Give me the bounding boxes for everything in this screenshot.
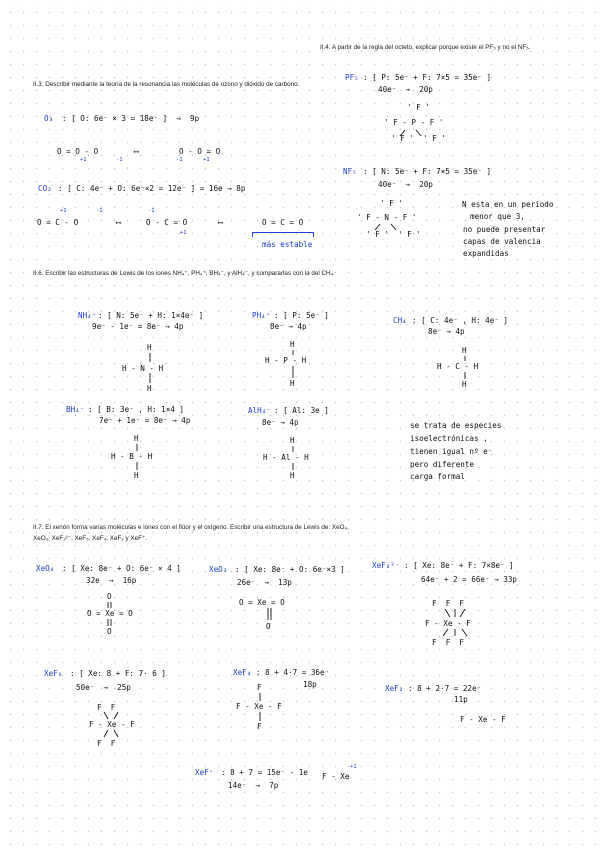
co2-label: CO₂	[38, 184, 52, 193]
xeo4-structure-bottom: O	[107, 627, 112, 636]
xef4-formula: : 8 + 4·7 = 36e⁻	[256, 668, 330, 677]
xef4-structure-top: F	[257, 683, 262, 692]
xef8-count: 64e⁻ + 2 = 66e⁻ → 33p	[421, 575, 518, 584]
nf5-formula: : [ N: 5e⁻ + F: 7×5 = 35e⁻ ]	[363, 167, 492, 176]
xeo3-structure-bottom: O	[266, 622, 271, 631]
resonance-arrow-1: ⟷	[134, 147, 139, 156]
alh4-label: AlH₄⁻	[248, 406, 271, 415]
question-ii7-prompt: II.7. El xenón forma varias moléculas e iones con el flúor y el oxígeno. Escribir una estructura de Lewis de: XeO₄, XeO₃, XeF₂²⁻, XeF₆, XeF₄, XeF₂ y XeF⁺.	[33, 524, 349, 542]
pf5-structure-top: ' F '	[407, 103, 430, 112]
xef8-spoke-1	[445, 609, 450, 617]
xef6-spoke-1	[104, 712, 108, 719]
bh4-row: H - B - H	[111, 452, 153, 461]
ph4-label: PH₄⁺	[252, 311, 271, 320]
ph4-formula: : [ P: 5e⁻ ]	[274, 311, 329, 320]
co2-fc-4: +1	[180, 230, 187, 236]
nf5-structure-bottom: ' F ' ' F '	[366, 230, 421, 239]
ch4-count: 8e⁻ → 4p	[428, 327, 465, 336]
nf5-bond-1	[375, 224, 380, 230]
xeo4-formula: : [ Xe: 8e⁻ + O: 6e⁻ × 4 ]	[62, 564, 181, 573]
xef6-spoke-4	[114, 730, 118, 737]
ph4-h-top: H	[290, 340, 295, 349]
xef2-structure: F - Xe - F	[460, 715, 506, 724]
nf5-note-line-3: no puede presentar	[463, 225, 546, 234]
nf5-note-line-2: menor que 3,	[470, 212, 525, 221]
xeo3-label: XeO₃	[209, 565, 228, 574]
nf5-structure-mid: ' F - N - F '	[357, 213, 417, 222]
co2-fc-2: -1	[96, 208, 103, 214]
nf5-structure-top: ' F '	[380, 199, 403, 208]
nf5-count: 40e⁻ → 20p	[378, 180, 433, 189]
nh4-row: H - N - H	[122, 364, 164, 373]
nf5-note-line-1: N esta en un periodo	[462, 200, 554, 209]
nf5-note-line-5: expandidas	[463, 249, 509, 258]
xef6-label: XeF₆	[44, 669, 63, 678]
nh4-count: 9e⁻ - 1e⁻ = 8e⁻ → 4p	[92, 322, 184, 331]
alh4-formula: : [ Al: 3e ]	[274, 406, 329, 415]
bh4-label: BH₄⁻	[66, 405, 85, 414]
xeo4-structure-mid: O = Xe = O	[87, 609, 133, 618]
ch4-formula: : [ C: 4e⁻ , H: 4e⁻ ]	[412, 316, 509, 325]
xef8-spoke-4	[443, 629, 448, 636]
xef6-spoke-3	[104, 730, 108, 737]
ch4-h-top: H	[462, 346, 467, 355]
ph4-count: 8e⁻ → 4p	[270, 322, 307, 331]
question-ii4-prompt: II.4. A partir de la regla del octeto, explicar porque existe el PF₅ y no el NF₅.	[320, 44, 531, 51]
xefp-fc: +1	[350, 764, 357, 770]
isoelectronic-note-1: se trata de especies	[410, 421, 502, 430]
pf5-bond-2	[416, 130, 421, 136]
xef8-structure-bottom: F F F	[432, 638, 465, 647]
xef2-label: XeF₂	[385, 684, 404, 693]
nf5-label: NF₅	[343, 167, 357, 176]
co2-resonance-3: O = C = O	[262, 218, 304, 227]
o3-label: O₃	[44, 114, 54, 123]
xef4-count: 18p	[303, 680, 317, 689]
co2-fc-3: -1	[148, 208, 155, 214]
bh4-count: 7e⁻ + 1e⁻ = 8e⁻ → 4p	[99, 416, 191, 425]
bh4-formula: : [ B: 3e⁻ , H: 1×4 ]	[88, 405, 185, 414]
xeo3-structure-mid: O = Xe = O	[239, 598, 285, 607]
pf5-structure-bottom: ' F ' ' F '	[391, 134, 446, 143]
xef6-structure-top: F F	[97, 703, 116, 712]
ph4-h-bottom: H	[290, 379, 295, 388]
xef6-structure-mid: F - Xe - F	[89, 720, 135, 729]
co2-resonance-2: O - C = O	[146, 218, 188, 227]
mas-estable-label: más estable	[262, 240, 313, 249]
pf5-label: PF₅	[345, 73, 359, 82]
o3-formula: : [ O: 6e⁻ × 3 = 18e⁻ ] → 9p	[62, 114, 200, 123]
ch4-row: H - C - H	[437, 362, 479, 371]
question-ii6-prompt: II.6. Escribir las estructuras de Lewis de los iones NH₄⁺, PH₄⁺, BH₄⁻, y AlH₄⁻, y compararlas con la del CH₄.	[33, 270, 335, 277]
co2-fc-1: +1	[60, 208, 67, 214]
xefp-label: XeF⁺	[195, 768, 214, 777]
xef4-structure-bottom: F	[257, 722, 262, 731]
xef6-formula: : [ Xe: 8 + F: 7· 6 ]	[70, 669, 167, 678]
xef6-structure-bottom: F F	[97, 739, 116, 748]
xef8-label: XeF₈²⁻	[372, 561, 400, 570]
isoelectronic-note-4: pero diferente	[410, 460, 475, 469]
question-ii3-prompt: II.3. Describir mediante la teoría de la resonancia las moléculas de ozono y dióxido de carbono.	[33, 81, 300, 88]
pf5-count: 40e⁻ → 20p	[378, 85, 433, 94]
xef2-formula: : 8 + 2·7 = 22e⁻	[408, 684, 482, 693]
pf5-structure-mid: ' F - P - F '	[384, 118, 444, 127]
xeo4-count: 32e → 16p	[86, 576, 137, 585]
alh4-count: 8e⁻ → 4p	[262, 418, 299, 427]
xef8-spoke-3	[460, 609, 465, 617]
nf5-bond-2	[391, 224, 396, 230]
co2-formula: : [ C: 4e⁻ + O: 6e⁻×2 = 12e⁻ ] = 16e → 8p	[58, 184, 246, 193]
nh4-h-bottom: H	[147, 384, 152, 393]
xefp-structure: F - Xe	[322, 772, 350, 781]
o3-fc-3: -1	[176, 157, 183, 163]
isoelectronic-note-5: carga formal	[410, 472, 465, 481]
o3-fc-1: +1	[80, 157, 87, 163]
xef8-spoke-6	[462, 629, 467, 636]
pf5-formula: : [ P: 5e⁻ + F: 7×5 = 35e⁻ ]	[363, 73, 492, 82]
xef6-count: 50e⁻ → 25p	[76, 683, 131, 692]
nh4-formula: : [ N: 5e⁻ + H: 1×4e⁻ ]	[98, 311, 204, 320]
nf5-note-line-4: capas de valencia	[463, 237, 541, 246]
xef4-label: XeF₄	[233, 668, 252, 677]
o3-resonance-2: O - O = O	[179, 147, 221, 156]
xef6-spoke-2	[114, 712, 118, 719]
xef8-structure-top: F F F	[432, 599, 465, 608]
pf5-bond-1	[400, 130, 405, 136]
ph4-row: H - P - H	[265, 356, 307, 365]
xefp-formula: : 8 + 7 = 15e⁻ - 1e	[221, 768, 308, 777]
resonance-arrow-3: ⟷	[218, 218, 223, 227]
xeo3-formula: : [ Xe: 8e⁻ + O: 6e⁻×3 ]	[235, 565, 345, 574]
alh4-row: H - Al - H	[263, 453, 309, 462]
xefp-count: 14e⁻ → 7p	[228, 781, 279, 790]
alh4-h-bottom: H	[290, 471, 295, 480]
o3-resonance-1: O = O - O	[57, 147, 99, 156]
co2-resonance-1: O = C - O	[37, 218, 79, 227]
o3-fc-2: -1	[116, 157, 123, 163]
resonance-arrow-2: ⟷	[116, 218, 121, 227]
isoelectronic-note-3: tienen igual nº e⁻	[410, 447, 493, 456]
bh4-h-bottom: H	[134, 471, 139, 480]
isoelectronic-note-2: isoelectrónicas ,	[410, 434, 488, 443]
nh4-label: NH₄⁺	[78, 311, 97, 320]
bh4-h-top: H	[134, 434, 139, 443]
nh4-h-top: H	[147, 343, 152, 352]
ch4-h-bottom: H	[462, 380, 467, 389]
ch4-label: CH₄	[393, 316, 407, 325]
xef4-structure-mid: F - Xe - F	[236, 702, 282, 711]
xeo4-label: XeO₄	[36, 564, 55, 573]
xeo4-structure-top: O	[107, 592, 112, 601]
xeo3-count: 26e⁻ → 13p	[237, 578, 292, 587]
xef8-formula: : [ Xe: 8e⁻ + F: 7×8e⁻ ]	[404, 561, 514, 570]
xef8-structure-mid: F - Xe - F	[425, 619, 471, 628]
o3-fc-4: +1	[203, 157, 210, 163]
xef2-count: 11p	[454, 695, 468, 704]
alh4-h-top: H	[290, 436, 295, 445]
